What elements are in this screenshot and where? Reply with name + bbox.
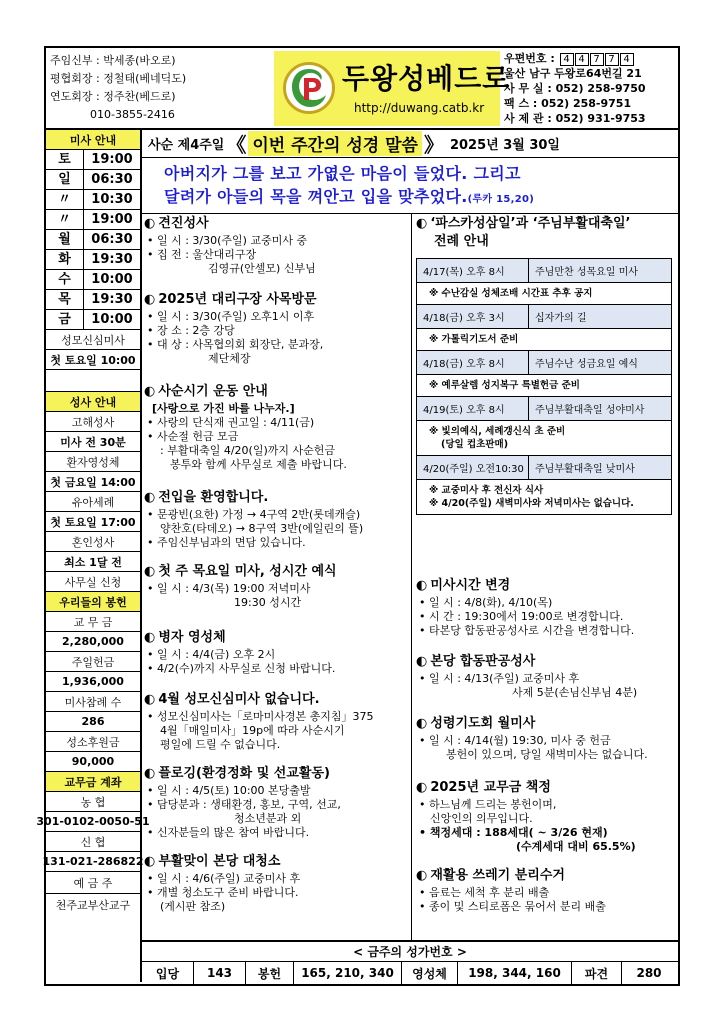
text-line: 평일에 드릴 수 없습니다. <box>160 738 281 751</box>
text-line: • 종이 및 스티로폼은 묶어서 분리 배출 <box>419 900 606 913</box>
verse-line: 아버지가 그를 보고 가엾은 마음이 들었다. 그리고 <box>164 164 521 183</box>
text-line: • 장 소 : 2층 강당 <box>147 324 235 337</box>
table-row <box>417 351 671 375</box>
hymn-entrance: 143 <box>194 962 246 984</box>
sunday-offering-label: 주일헌금 <box>46 652 140 672</box>
text-line: 19:30 성시간 <box>234 596 302 609</box>
text-line: • 4/2(수)까지 사무실로 신청 바랍니다. <box>147 662 336 675</box>
text-line: 양찬호(타데오) → 8구역 3반(에일린의 뜰) <box>160 522 364 535</box>
easter-note: ※ 수난감실 성체조배 시간표 추후 공지 <box>417 283 671 305</box>
mass-time: 10:00 <box>91 272 133 287</box>
fee-label: 교 무 금 <box>46 612 140 632</box>
text-line: • 사랑의 단식재 권고일 : 4/11(금) <box>147 416 315 429</box>
depositor-value: 천주교부산교구 <box>55 899 131 912</box>
section-title: 전입을 환영합니다. <box>158 490 269 505</box>
section-bullet-icon: ◐ <box>144 630 156 645</box>
zip-digit: 4 <box>560 53 574 66</box>
text-line: • 대 상 : 사목협의회 회장단, 분과장, <box>147 338 324 351</box>
note-line: ※ 빛의예식, 세례갱신식 초 준비 <box>429 426 566 437</box>
confession-label: 고해성사 <box>46 412 140 432</box>
weekly-scripture-title <box>142 130 678 158</box>
section-plogging <box>144 766 410 840</box>
section-bullet-icon: ◐ <box>144 692 156 707</box>
mass-row <box>46 250 140 270</box>
text-line: • 일 시 : 4/14(월) 19:30, 미사 중 헌금 <box>419 734 611 747</box>
text-line: 봉헌이 있으며, 당일 새벽미사는 없습니다. <box>446 748 648 761</box>
account-number: 301-0102-0050-51 <box>46 812 140 832</box>
section-joint-confession <box>416 654 674 700</box>
infant-baptism-label: 유아세례 <box>46 492 140 512</box>
confession-time: 미사 전 30분 <box>46 432 140 452</box>
spacer <box>46 370 140 392</box>
easter-note <box>417 421 671 456</box>
sunday-offering-value: 1,936,000 <box>46 672 140 692</box>
hymn-dismissal-label: 파견 <box>572 962 622 984</box>
fee-value: 2,280,000 <box>46 632 140 652</box>
section-cleaning <box>144 854 410 914</box>
section-prayer-meeting <box>416 716 674 762</box>
wedding-time: 최소 1달 전 <box>46 552 140 572</box>
wedding-apply: 사무실 신청 <box>46 572 140 592</box>
zip-digit: 4 <box>575 53 589 66</box>
scripture-verse <box>142 158 678 214</box>
text-line: • 일 시 : 4/13(주일) 교중미사 후 <box>419 672 580 685</box>
section-title: 성령기도회 월미사 <box>430 716 536 731</box>
sacrament-header: 성사 안내 <box>46 392 140 412</box>
main-content <box>142 130 678 940</box>
mass-row <box>46 290 140 310</box>
bracket-open: 《 <box>226 133 247 157</box>
section-title: 사순시기 운동 안내 <box>158 384 268 399</box>
easter-date: 4/17(목) 오후 8시 <box>417 259 529 282</box>
sick-communion-label: 환자영성체 <box>46 452 140 472</box>
mass-day: 화 <box>46 250 84 269</box>
office-phone: 사 무 실 : 052) 258-9750 <box>504 82 646 95</box>
hymn-entrance-label: 입당 <box>142 962 194 984</box>
table-row <box>417 397 671 421</box>
scripture-heading: 이번 주간의 성경 말씀 <box>248 131 422 156</box>
section-first-thursday <box>144 564 410 610</box>
bulletin-header <box>46 48 678 130</box>
section-bullet-icon: ◐ <box>416 654 428 669</box>
section-confirmation <box>144 216 410 276</box>
easter-date: 4/20(주일) 오전10:30 <box>417 456 529 479</box>
mass-day: 월 <box>46 230 84 249</box>
mass-row <box>46 150 140 170</box>
section-title: 본당 합동판공성사 <box>430 654 536 669</box>
section-title: ‘파스카성삼일’과 ‘주님부활대축일’ <box>430 216 631 231</box>
mass-row <box>46 310 140 330</box>
infant-baptism-time: 첫 토요일 17:00 <box>46 512 140 532</box>
mary-mass-label: 성모신심미사 <box>46 330 140 350</box>
section-title: 재활용 쓰레기 분리수거 <box>430 868 565 883</box>
text-line: • 개별 청소도구 준비 바랍니다. <box>147 886 299 899</box>
mass-row <box>46 230 140 250</box>
mass-day: 목 <box>46 290 84 309</box>
section-church-fee <box>416 780 674 854</box>
easter-date: 4/19(토) 오후 8시 <box>417 397 529 420</box>
easter-schedule-table <box>416 258 672 515</box>
mass-time: 19:00 <box>91 152 133 167</box>
hymn-communion-label: 영성체 <box>402 962 458 984</box>
text-line: • 성모신심미사는「로마미사경본 총지침」375 <box>147 710 374 723</box>
mass-day: 〃 <box>46 210 84 229</box>
text-line: 사제 5분(손님신부님 4분) <box>512 686 638 699</box>
easter-event: 십자가의 길 <box>535 313 587 324</box>
section-title: 미사시간 변경 <box>430 578 511 593</box>
text-line: 청소년분과 외 <box>234 812 302 825</box>
text-line: 4월「매일미사」19p에 따라 사순시기 <box>160 724 345 737</box>
hymn-communion: 198, 344, 160 <box>458 962 572 984</box>
section-bullet-icon: ◐ <box>144 216 156 231</box>
vocation-label: 성소후원금 <box>46 732 140 752</box>
mass-day: 금 <box>46 310 84 329</box>
hymn-offertory-label: 봉헌 <box>246 962 294 984</box>
section-title: 2025년 대리구장 사목방문 <box>158 292 317 307</box>
text-line: • 신자분들의 많은 참여 바랍니다. <box>147 826 310 839</box>
section-mary-mass <box>144 692 410 752</box>
left-column <box>142 214 412 940</box>
parish-url: http://duwang.catb.kr <box>354 101 485 115</box>
mass-time: 19:30 <box>91 292 133 307</box>
account-number: 131-021-286822 <box>46 852 140 872</box>
section-title: 4월 성모신심미사 없습니다. <box>158 692 320 707</box>
easter-date: 4/18(금) 오후 3시 <box>417 305 529 328</box>
text-line: • 일 시 : 4/3(목) 19:00 저녁미사 <box>147 582 311 595</box>
zip-digit: 7 <box>590 53 604 66</box>
mass-time: 19:30 <box>91 252 133 267</box>
offering-header: 우리들의 봉헌 <box>46 592 140 612</box>
bank-name: 신 협 <box>46 832 140 852</box>
text-line: • 일 시 : 4/4(금) 오후 2시 <box>147 648 276 661</box>
parish-logo-banner <box>274 51 511 126</box>
section-title: 2025년 교무금 책정 <box>430 780 551 795</box>
priest-name: 주임신부 : 박세종(바오로) <box>50 54 176 67</box>
text-line: • 담당분과 : 생태환경, 홍보, 구역, 선교, <box>147 798 341 811</box>
text-line: • 일 시 : 3/30(주일) 오후1시 이후 <box>147 310 315 323</box>
text-line: 김영규(안셀모) 신부님 <box>208 262 316 275</box>
section-pastoral-visit <box>144 292 410 366</box>
mass-day: 일 <box>46 170 84 189</box>
mass-time: 06:30 <box>91 232 133 247</box>
mass-day: 수 <box>46 270 84 289</box>
mass-row <box>46 270 140 290</box>
mass-time: 10:00 <box>91 312 133 327</box>
sick-communion-time: 첫 금요일 14:00 <box>46 472 140 492</box>
text-line: • 집 전 : 울산대리구장 <box>147 248 257 261</box>
mass-row <box>46 190 140 210</box>
elder-phone: 010-3855-2416 <box>90 108 175 121</box>
zip-label: 우편번호 : <box>504 52 555 65</box>
text-line: (게시판 참조) <box>160 900 226 913</box>
mass-day: 토 <box>46 150 84 169</box>
section-title: 플로깅(환경정화 및 선교활동) <box>158 766 330 781</box>
hymn-offertory: 165, 210, 340 <box>294 962 402 984</box>
section-title: 첫 주 목요일 미사, 성시간 예식 <box>158 564 337 579</box>
zip-digit: 4 <box>620 53 634 66</box>
section-title: 견진성사 <box>158 216 209 231</box>
liturgical-week: 사순 제4주일 <box>148 138 225 153</box>
bank-name: 농 협 <box>46 792 140 812</box>
text-line: • 타본당 합동판공성사로 시간을 변경합니다. <box>419 624 635 637</box>
mass-time: 10:30 <box>91 192 133 207</box>
text-line: • 사순절 헌금 모금 <box>147 430 239 443</box>
mass-time: 19:00 <box>91 212 133 227</box>
vocation-value: 90,000 <box>46 752 140 772</box>
verse-reference: (루카 15,20) <box>467 194 535 205</box>
bulletin-page <box>36 46 680 986</box>
hymn-numbers-label: < 금주의 성가번호 > <box>142 940 678 962</box>
section-welcome <box>144 490 410 550</box>
section-bullet-icon: ◐ <box>416 868 428 883</box>
easter-note <box>417 480 671 514</box>
text-line: [사랑으로 가진 바를 나누자.] <box>152 402 295 415</box>
zip-digit: 7 <box>605 53 619 66</box>
elder-president: 연도회장 : 정주찬(베드로) <box>50 90 176 103</box>
attendance-label: 미사참례 수 <box>46 692 140 712</box>
address: 울산 남구 두왕로64번길 21 <box>504 67 642 80</box>
zip-code <box>504 51 680 66</box>
mass-day: 〃 <box>46 190 84 209</box>
hymn-numbers-row <box>142 962 678 984</box>
text-line: 봉투와 함께 사무실로 제출 바랍니다. <box>170 458 347 471</box>
text-line: 제단체장 <box>208 352 251 365</box>
sidebar <box>36 130 150 982</box>
text-line: • 음료는 세척 후 분리 배출 <box>419 886 550 899</box>
section-bullet-icon: ◐ <box>144 564 156 579</box>
section-bullet-icon: ◐ <box>416 216 428 231</box>
section-lent-campaign <box>144 384 410 472</box>
mass-schedule-header: 미사 안내 <box>46 130 140 150</box>
easter-event: 주님부활대축일 낮미사 <box>535 464 635 475</box>
text-line: • 주임신부님과의 면담 있습니다. <box>147 536 306 549</box>
bracket-close: 》 <box>423 133 444 157</box>
mass-row <box>46 210 140 230</box>
right-column <box>414 214 676 940</box>
contact-info <box>504 51 680 126</box>
section-recycling <box>416 868 674 914</box>
text-line: • 시 간 : 19:30에서 19:00로 변경합니다. <box>419 610 624 623</box>
easter-date: 4/18(금) 오후 8시 <box>417 351 529 374</box>
note-line: (당일 컵초판매) <box>441 439 509 450</box>
wedding-label: 혼인성사 <box>46 532 140 552</box>
note-line: ※ 4/20(주일) 새벽미사와 저녁미사는 없습니다. <box>429 498 634 509</box>
section-sick-communion <box>144 630 410 676</box>
text-line: • 일 시 : 3/30(주일) 교중미사 중 <box>147 234 308 247</box>
section-bullet-icon: ◐ <box>144 384 156 399</box>
table-row <box>417 456 671 480</box>
account-header: 교무금 계좌 <box>46 772 140 792</box>
text-line: • 일 시 : 4/8(화), 4/10(목) <box>419 596 553 609</box>
easter-event: 주님수난 성금요일 예식 <box>535 359 638 370</box>
fax-number: 팩 스 : 052) 258-9751 <box>504 97 632 110</box>
council-president: 평협회장 : 정철태(베네딕도) <box>50 72 187 85</box>
section-bullet-icon: ◐ <box>144 292 156 307</box>
section-bullet-icon: ◐ <box>416 578 428 593</box>
mass-time: 06:30 <box>91 172 133 187</box>
text-line: • 일 시 : 4/5(토) 10:00 본당출발 <box>147 784 311 797</box>
easter-note: ※ 가톨릭기도서 준비 <box>417 329 671 351</box>
depositor-label: 예 금 주 <box>46 872 140 894</box>
section-bullet-icon: ◐ <box>416 780 428 795</box>
attendance-value: 286 <box>46 712 140 732</box>
note-line: ※ 교중미사 후 전신자 식사 <box>429 485 544 496</box>
parish-logo-icon <box>283 62 335 114</box>
section-bullet-icon: ◐ <box>144 490 156 505</box>
text-line: : 부활대축일 4/20(일)까지 사순헌금 <box>160 444 335 457</box>
text-line: • 책정세대 : 188세대( ~ 3/26 현재) <box>419 826 608 839</box>
easter-event: 주님만찬 성목요일 미사 <box>535 267 638 278</box>
table-row <box>417 305 671 329</box>
hymn-dismissal: 280 <box>636 966 662 980</box>
text-line: • 문광빈(요한) 가정 → 4구역 2반(롯데캐슬) <box>147 508 361 521</box>
staff-info <box>50 52 276 124</box>
mary-mass-time: 첫 토요일 10:00 <box>46 350 140 370</box>
rectory-phone: 사 제 관 : 052) 931-9753 <box>504 112 646 125</box>
easter-note: ※ 예루살렘 성지복구 특별헌금 준비 <box>417 375 671 397</box>
section-title: 부활맞이 본당 대청소 <box>158 854 281 869</box>
section-bullet-icon: ◐ <box>144 854 156 869</box>
section-title: 전례 안내 <box>434 234 489 249</box>
text-line: • 일 시 : 4/6(주일) 교중미사 후 <box>147 872 301 885</box>
text-line: 신앙인의 의무입니다. <box>430 812 533 825</box>
section-title: 병자 영성체 <box>158 630 226 645</box>
section-mass-time-change <box>416 578 674 638</box>
parish-name: 두왕성베드로 <box>342 62 511 95</box>
easter-event: 주님부활대축일 성야미사 <box>535 405 645 416</box>
verse-line: 달려가 아들의 목을 껴안고 입을 맞추었다. <box>164 187 468 206</box>
text-line: • 하느님께 드리는 봉헌이며, <box>419 798 557 811</box>
text-line: (수계세대 대비 65.5%) <box>516 840 636 853</box>
section-bullet-icon: ◐ <box>416 716 428 731</box>
section-easter-liturgy <box>416 216 674 252</box>
bulletin-date: 2025년 3월 30일 <box>449 138 560 153</box>
section-bullet-icon: ◐ <box>144 766 156 781</box>
mass-row <box>46 170 140 190</box>
table-row <box>417 259 671 283</box>
